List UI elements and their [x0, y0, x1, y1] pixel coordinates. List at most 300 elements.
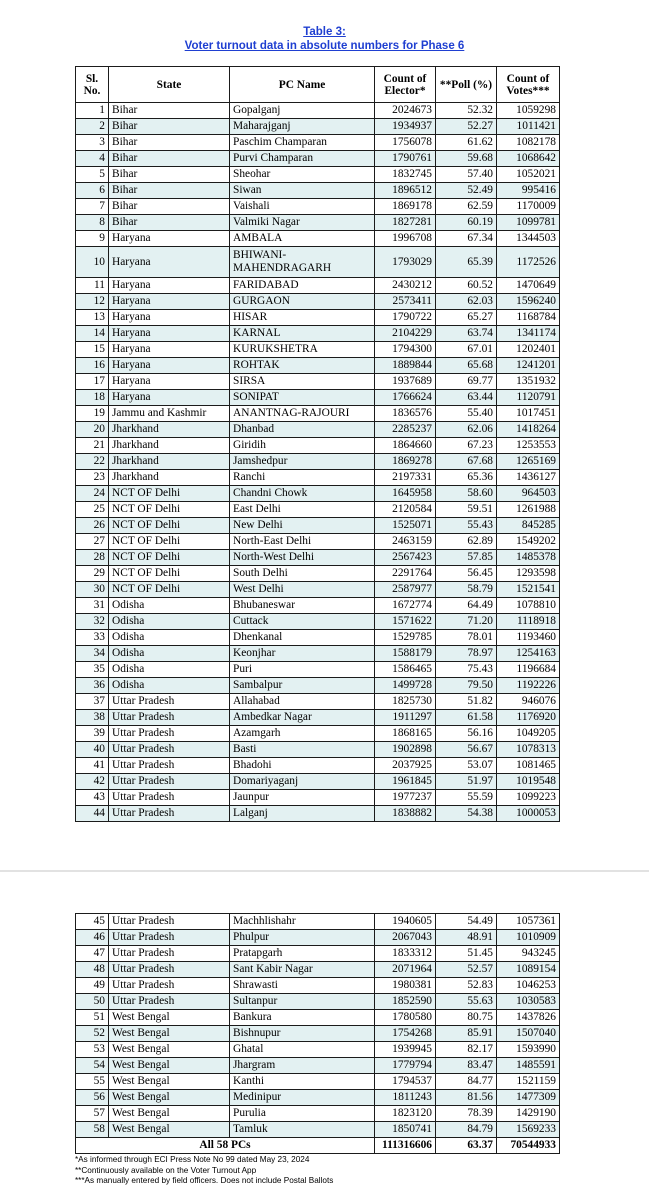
cell-poll-percent: 62.06	[436, 422, 497, 438]
cell-state: Odisha	[109, 630, 230, 646]
cell-votes: 1172526	[497, 247, 560, 278]
turnout-table-page1	[75, 66, 560, 822]
cell-votes: 1549202	[497, 534, 560, 550]
cell-electors: 1525071	[375, 518, 436, 534]
cell-electors: 1977237	[375, 790, 436, 806]
cell-electors: 2567423	[375, 550, 436, 566]
cell-sl-no: 39	[76, 726, 109, 742]
cell-electors: 1832745	[375, 167, 436, 183]
table-row	[76, 550, 560, 566]
cell-electors: 1790722	[375, 310, 436, 326]
cell-electors: 1588179	[375, 646, 436, 662]
cell-sl-no: 45	[76, 914, 109, 930]
cell-poll-percent: 82.17	[436, 1042, 497, 1058]
cell-votes: 1351932	[497, 374, 560, 390]
table-row	[76, 694, 560, 710]
table-row	[76, 946, 560, 962]
cell-state: Haryana	[109, 342, 230, 358]
cell-electors: 1868165	[375, 726, 436, 742]
cell-poll-percent: 63.74	[436, 326, 497, 342]
table-row	[76, 774, 560, 790]
cell-poll-percent: 57.40	[436, 167, 497, 183]
table-subtitle	[0, 39, 649, 53]
table-row	[76, 183, 560, 199]
cell-poll-percent: 52.27	[436, 119, 497, 135]
cell-electors: 1672774	[375, 598, 436, 614]
table-row	[76, 806, 560, 822]
cell-state: West Bengal	[109, 1010, 230, 1026]
cell-pc-name: Purvi Champaran	[230, 151, 375, 167]
table-row	[76, 1010, 560, 1026]
cell-votes: 964503	[497, 486, 560, 502]
cell-state: Haryana	[109, 326, 230, 342]
cell-pc-name: Purulia	[230, 1106, 375, 1122]
cell-poll-percent: 67.01	[436, 342, 497, 358]
cell-electors: 1937689	[375, 374, 436, 390]
cell-state: West Bengal	[109, 1042, 230, 1058]
cell-sl-no: 54	[76, 1058, 109, 1074]
cell-pc-name: Gopalganj	[230, 103, 375, 119]
cell-sl-no: 55	[76, 1074, 109, 1090]
cell-pc-name: KURUKSHETRA	[230, 342, 375, 358]
cell-poll-percent: 52.83	[436, 978, 497, 994]
cell-votes: 1265169	[497, 454, 560, 470]
cell-poll-percent: 57.85	[436, 550, 497, 566]
cell-electors: 1934937	[375, 119, 436, 135]
cell-electors: 2285237	[375, 422, 436, 438]
table-row	[76, 662, 560, 678]
cell-poll-percent: 61.62	[436, 135, 497, 151]
cell-state: Odisha	[109, 646, 230, 662]
cell-poll-percent: 83.47	[436, 1058, 497, 1074]
cell-poll-percent: 64.49	[436, 598, 497, 614]
cell-pc-name: ROHTAK	[230, 358, 375, 374]
cell-sl-no: 15	[76, 342, 109, 358]
cell-pc-name: New Delhi	[230, 518, 375, 534]
cell-pc-name: Jaunpur	[230, 790, 375, 806]
cell-pc-name: Jhargram	[230, 1058, 375, 1074]
cell-electors: 1811243	[375, 1090, 436, 1106]
cell-sl-no: 57	[76, 1106, 109, 1122]
cell-sl-no: 31	[76, 598, 109, 614]
cell-electors: 2430212	[375, 278, 436, 294]
cell-sl-no: 28	[76, 550, 109, 566]
cell-sl-no: 40	[76, 742, 109, 758]
cell-state: Odisha	[109, 614, 230, 630]
cell-electors: 2071964	[375, 962, 436, 978]
cell-electors: 1911297	[375, 710, 436, 726]
table-row	[76, 1106, 560, 1122]
cell-state: Uttar Pradesh	[109, 758, 230, 774]
cell-state: Bihar	[109, 199, 230, 215]
cell-pc-name: Sambalpur	[230, 678, 375, 694]
table-row	[76, 1026, 560, 1042]
table-row	[76, 310, 560, 326]
cell-sl-no: 33	[76, 630, 109, 646]
footnote-poll: **Continuously available on the Voter Turnout App	[75, 1165, 257, 1175]
cell-electors: 2067043	[375, 930, 436, 946]
table-row	[76, 438, 560, 454]
cell-pc-name: Giridih	[230, 438, 375, 454]
cell-state: Uttar Pradesh	[109, 710, 230, 726]
cell-sl-no: 11	[76, 278, 109, 294]
cell-electors: 1823120	[375, 1106, 436, 1122]
cell-poll-percent: 51.82	[436, 694, 497, 710]
cell-pc-name: ANANTNAG-RAJOURI	[230, 406, 375, 422]
cell-pc-name: Domariyaganj	[230, 774, 375, 790]
table-row	[76, 962, 560, 978]
cell-sl-no: 6	[76, 183, 109, 199]
cell-state: Uttar Pradesh	[109, 978, 230, 994]
cell-electors: 1586465	[375, 662, 436, 678]
cell-state: Bihar	[109, 183, 230, 199]
cell-pc-name: HISAR	[230, 310, 375, 326]
cell-pc-name: FARIDABAD	[230, 278, 375, 294]
cell-electors: 1766624	[375, 390, 436, 406]
cell-sl-no: 13	[76, 310, 109, 326]
cell-votes: 1521159	[497, 1074, 560, 1090]
cell-state: Bihar	[109, 167, 230, 183]
cell-pc-name: North-East Delhi	[230, 534, 375, 550]
turnout-table-page2	[75, 913, 560, 1154]
cell-sl-no: 21	[76, 438, 109, 454]
cell-electors: 1838882	[375, 806, 436, 822]
cell-votes: 1241201	[497, 358, 560, 374]
cell-sl-no: 56	[76, 1090, 109, 1106]
cell-pc-name: AMBALA	[230, 231, 375, 247]
cell-electors: 1827281	[375, 215, 436, 231]
table-row	[76, 135, 560, 151]
cell-state: Uttar Pradesh	[109, 742, 230, 758]
cell-sl-no: 52	[76, 1026, 109, 1042]
cell-state: Haryana	[109, 294, 230, 310]
cell-poll-percent: 79.50	[436, 678, 497, 694]
cell-pc-name: Sultanpur	[230, 994, 375, 1010]
cell-state: Uttar Pradesh	[109, 806, 230, 822]
table-row	[76, 167, 560, 183]
table-header-row	[76, 67, 560, 103]
cell-state: NCT OF Delhi	[109, 518, 230, 534]
cell-state: Odisha	[109, 678, 230, 694]
table-row	[76, 422, 560, 438]
cell-electors: 1940605	[375, 914, 436, 930]
cell-votes: 1507040	[497, 1026, 560, 1042]
cell-state: Uttar Pradesh	[109, 694, 230, 710]
cell-poll-percent: 51.97	[436, 774, 497, 790]
cell-electors: 1790761	[375, 151, 436, 167]
cell-votes: 1049205	[497, 726, 560, 742]
cell-votes: 1120791	[497, 390, 560, 406]
cell-sl-no: 26	[76, 518, 109, 534]
cell-poll-percent: 84.79	[436, 1122, 497, 1138]
total-votes: 70544933	[497, 1138, 560, 1154]
cell-poll-percent: 81.56	[436, 1090, 497, 1106]
table-title-line1: Table 3:	[303, 26, 346, 38]
cell-votes: 1099781	[497, 215, 560, 231]
cell-votes: 1253553	[497, 438, 560, 454]
cell-state: Uttar Pradesh	[109, 790, 230, 806]
cell-pc-name: East Delhi	[230, 502, 375, 518]
cell-votes: 845285	[497, 518, 560, 534]
cell-sl-no: 36	[76, 678, 109, 694]
cell-sl-no: 22	[76, 454, 109, 470]
cell-poll-percent: 52.57	[436, 962, 497, 978]
table-row	[76, 726, 560, 742]
cell-state: Bihar	[109, 215, 230, 231]
cell-pc-name: Dhenkanal	[230, 630, 375, 646]
cell-state: Odisha	[109, 598, 230, 614]
cell-electors: 1996708	[375, 231, 436, 247]
cell-electors: 1850741	[375, 1122, 436, 1138]
cell-state: Bihar	[109, 103, 230, 119]
cell-sl-no: 46	[76, 930, 109, 946]
cell-electors: 1852590	[375, 994, 436, 1010]
cell-pc-name: Basti	[230, 742, 375, 758]
cell-pc-name: Ghatal	[230, 1042, 375, 1058]
table-row	[76, 374, 560, 390]
cell-sl-no: 3	[76, 135, 109, 151]
cell-votes: 1470649	[497, 278, 560, 294]
cell-electors: 1571622	[375, 614, 436, 630]
cell-state: Jharkhand	[109, 438, 230, 454]
cell-votes: 1052021	[497, 167, 560, 183]
table-row	[76, 358, 560, 374]
table-row	[76, 566, 560, 582]
page-break-divider	[0, 870, 649, 872]
cell-pc-name: West Delhi	[230, 582, 375, 598]
cell-state: West Bengal	[109, 1026, 230, 1042]
table-row	[76, 119, 560, 135]
cell-sl-no: 44	[76, 806, 109, 822]
cell-votes: 1193460	[497, 630, 560, 646]
cell-poll-percent: 67.68	[436, 454, 497, 470]
cell-electors: 1833312	[375, 946, 436, 962]
cell-state: Uttar Pradesh	[109, 946, 230, 962]
cell-electors: 1980381	[375, 978, 436, 994]
cell-sl-no: 53	[76, 1042, 109, 1058]
cell-electors: 2104229	[375, 326, 436, 342]
total-label: All 58 PCs	[76, 1138, 375, 1154]
cell-poll-percent: 54.49	[436, 914, 497, 930]
cell-pc-name: Shrawasti	[230, 978, 375, 994]
cell-pc-name: Siwan	[230, 183, 375, 199]
cell-pc-name: Ambedkar Nagar	[230, 710, 375, 726]
cell-sl-no: 42	[76, 774, 109, 790]
cell-sl-no: 4	[76, 151, 109, 167]
cell-poll-percent: 61.58	[436, 710, 497, 726]
cell-electors: 1825730	[375, 694, 436, 710]
cell-votes: 1078313	[497, 742, 560, 758]
table-row	[76, 215, 560, 231]
cell-sl-no: 7	[76, 199, 109, 215]
cell-pc-name: Kanthi	[230, 1074, 375, 1090]
cell-pc-name: Pratapgarh	[230, 946, 375, 962]
cell-poll-percent: 62.59	[436, 199, 497, 215]
cell-state: West Bengal	[109, 1058, 230, 1074]
cell-pc-name: BHIWANI-MAHENDRAGARH	[230, 247, 375, 278]
cell-votes: 1176920	[497, 710, 560, 726]
header-poll: **Poll (%)	[436, 67, 497, 103]
cell-electors: 2037925	[375, 758, 436, 774]
cell-votes: 943245	[497, 946, 560, 962]
cell-pc-name: Azamgarh	[230, 726, 375, 742]
cell-poll-percent: 51.45	[436, 946, 497, 962]
table-row	[76, 710, 560, 726]
table-title-line2: Voter turnout data in absolute numbers for Phase 6	[184, 40, 465, 52]
cell-electors: 1645958	[375, 486, 436, 502]
cell-votes: 1068642	[497, 151, 560, 167]
cell-electors: 1756078	[375, 135, 436, 151]
cell-electors: 1864660	[375, 438, 436, 454]
cell-sl-no: 10	[76, 247, 109, 278]
cell-state: Jharkhand	[109, 454, 230, 470]
cell-state: NCT OF Delhi	[109, 534, 230, 550]
cell-poll-percent: 58.60	[436, 486, 497, 502]
cell-votes: 1192226	[497, 678, 560, 694]
cell-poll-percent: 75.43	[436, 662, 497, 678]
cell-sl-no: 29	[76, 566, 109, 582]
cell-poll-percent: 84.77	[436, 1074, 497, 1090]
cell-electors: 1836576	[375, 406, 436, 422]
cell-electors: 1961845	[375, 774, 436, 790]
cell-electors: 1794300	[375, 342, 436, 358]
table-row	[76, 247, 560, 278]
cell-votes: 1082178	[497, 135, 560, 151]
cell-votes: 946076	[497, 694, 560, 710]
table-row	[76, 598, 560, 614]
cell-poll-percent: 56.67	[436, 742, 497, 758]
table-row	[76, 1042, 560, 1058]
cell-pc-name: Vaishali	[230, 199, 375, 215]
cell-state: Bihar	[109, 135, 230, 151]
cell-poll-percent: 48.91	[436, 930, 497, 946]
cell-poll-percent: 80.75	[436, 1010, 497, 1026]
cell-pc-name: South Delhi	[230, 566, 375, 582]
cell-state: West Bengal	[109, 1122, 230, 1138]
cell-votes: 1341174	[497, 326, 560, 342]
cell-poll-percent: 55.43	[436, 518, 497, 534]
footnotes	[75, 1155, 595, 1187]
cell-votes: 1118918	[497, 614, 560, 630]
cell-state: Uttar Pradesh	[109, 962, 230, 978]
table-row	[76, 454, 560, 470]
cell-votes: 1437826	[497, 1010, 560, 1026]
table-row	[76, 646, 560, 662]
table-row	[76, 518, 560, 534]
cell-sl-no: 50	[76, 994, 109, 1010]
cell-pc-name: Cuttack	[230, 614, 375, 630]
cell-state: NCT OF Delhi	[109, 502, 230, 518]
cell-poll-percent: 78.39	[436, 1106, 497, 1122]
table-row	[76, 406, 560, 422]
cell-poll-percent: 59.51	[436, 502, 497, 518]
cell-sl-no: 2	[76, 119, 109, 135]
cell-sl-no: 8	[76, 215, 109, 231]
cell-poll-percent: 85.91	[436, 1026, 497, 1042]
table-row	[76, 502, 560, 518]
cell-pc-name: Machhlishahr	[230, 914, 375, 930]
cell-electors: 1889844	[375, 358, 436, 374]
table-row	[76, 790, 560, 806]
cell-pc-name: Ranchi	[230, 470, 375, 486]
cell-pc-name: Sheohar	[230, 167, 375, 183]
cell-electors: 1754268	[375, 1026, 436, 1042]
cell-votes: 1593990	[497, 1042, 560, 1058]
cell-votes: 1099223	[497, 790, 560, 806]
cell-poll-percent: 65.36	[436, 470, 497, 486]
cell-sl-no: 41	[76, 758, 109, 774]
cell-poll-percent: 60.52	[436, 278, 497, 294]
cell-poll-percent: 65.68	[436, 358, 497, 374]
cell-votes: 1429190	[497, 1106, 560, 1122]
header-votes: Count of Votes***	[497, 67, 560, 103]
cell-sl-no: 49	[76, 978, 109, 994]
cell-poll-percent: 58.79	[436, 582, 497, 598]
table-row	[76, 294, 560, 310]
cell-pc-name: Lalganj	[230, 806, 375, 822]
cell-votes: 1010909	[497, 930, 560, 946]
cell-votes: 1521541	[497, 582, 560, 598]
cell-poll-percent: 62.89	[436, 534, 497, 550]
table-row	[76, 678, 560, 694]
cell-sl-no: 5	[76, 167, 109, 183]
cell-electors: 1779794	[375, 1058, 436, 1074]
cell-votes: 1089154	[497, 962, 560, 978]
cell-votes: 1078810	[497, 598, 560, 614]
table-row	[76, 914, 560, 930]
table-row	[76, 1090, 560, 1106]
cell-sl-no: 30	[76, 582, 109, 598]
cell-electors: 1529785	[375, 630, 436, 646]
cell-votes: 1485378	[497, 550, 560, 566]
cell-votes: 1202401	[497, 342, 560, 358]
table-title	[0, 25, 649, 39]
cell-pc-name: Dhanbad	[230, 422, 375, 438]
cell-state: Haryana	[109, 390, 230, 406]
cell-votes: 1019548	[497, 774, 560, 790]
cell-electors: 1896512	[375, 183, 436, 199]
table-row	[76, 534, 560, 550]
cell-pc-name: Sant Kabir Nagar	[230, 962, 375, 978]
cell-poll-percent: 55.40	[436, 406, 497, 422]
cell-electors: 2024673	[375, 103, 436, 119]
cell-state: NCT OF Delhi	[109, 550, 230, 566]
cell-pc-name: North-West Delhi	[230, 550, 375, 566]
cell-electors: 2463159	[375, 534, 436, 550]
cell-votes: 1344503	[497, 231, 560, 247]
cell-state: Odisha	[109, 662, 230, 678]
cell-electors: 1499728	[375, 678, 436, 694]
cell-pc-name: Bhubaneswar	[230, 598, 375, 614]
cell-electors: 1939945	[375, 1042, 436, 1058]
cell-votes: 1011421	[497, 119, 560, 135]
cell-votes: 1057361	[497, 914, 560, 930]
table-row	[76, 470, 560, 486]
table-row	[76, 994, 560, 1010]
cell-pc-name: SONIPAT	[230, 390, 375, 406]
table-row	[76, 630, 560, 646]
cell-sl-no: 27	[76, 534, 109, 550]
cell-sl-no: 14	[76, 326, 109, 342]
cell-electors: 1794537	[375, 1074, 436, 1090]
cell-poll-percent: 54.38	[436, 806, 497, 822]
header-pc-name: PC Name	[230, 67, 375, 103]
cell-state: Uttar Pradesh	[109, 726, 230, 742]
cell-votes: 1254163	[497, 646, 560, 662]
cell-pc-name: Medinipur	[230, 1090, 375, 1106]
cell-electors: 1869178	[375, 199, 436, 215]
cell-poll-percent: 55.63	[436, 994, 497, 1010]
